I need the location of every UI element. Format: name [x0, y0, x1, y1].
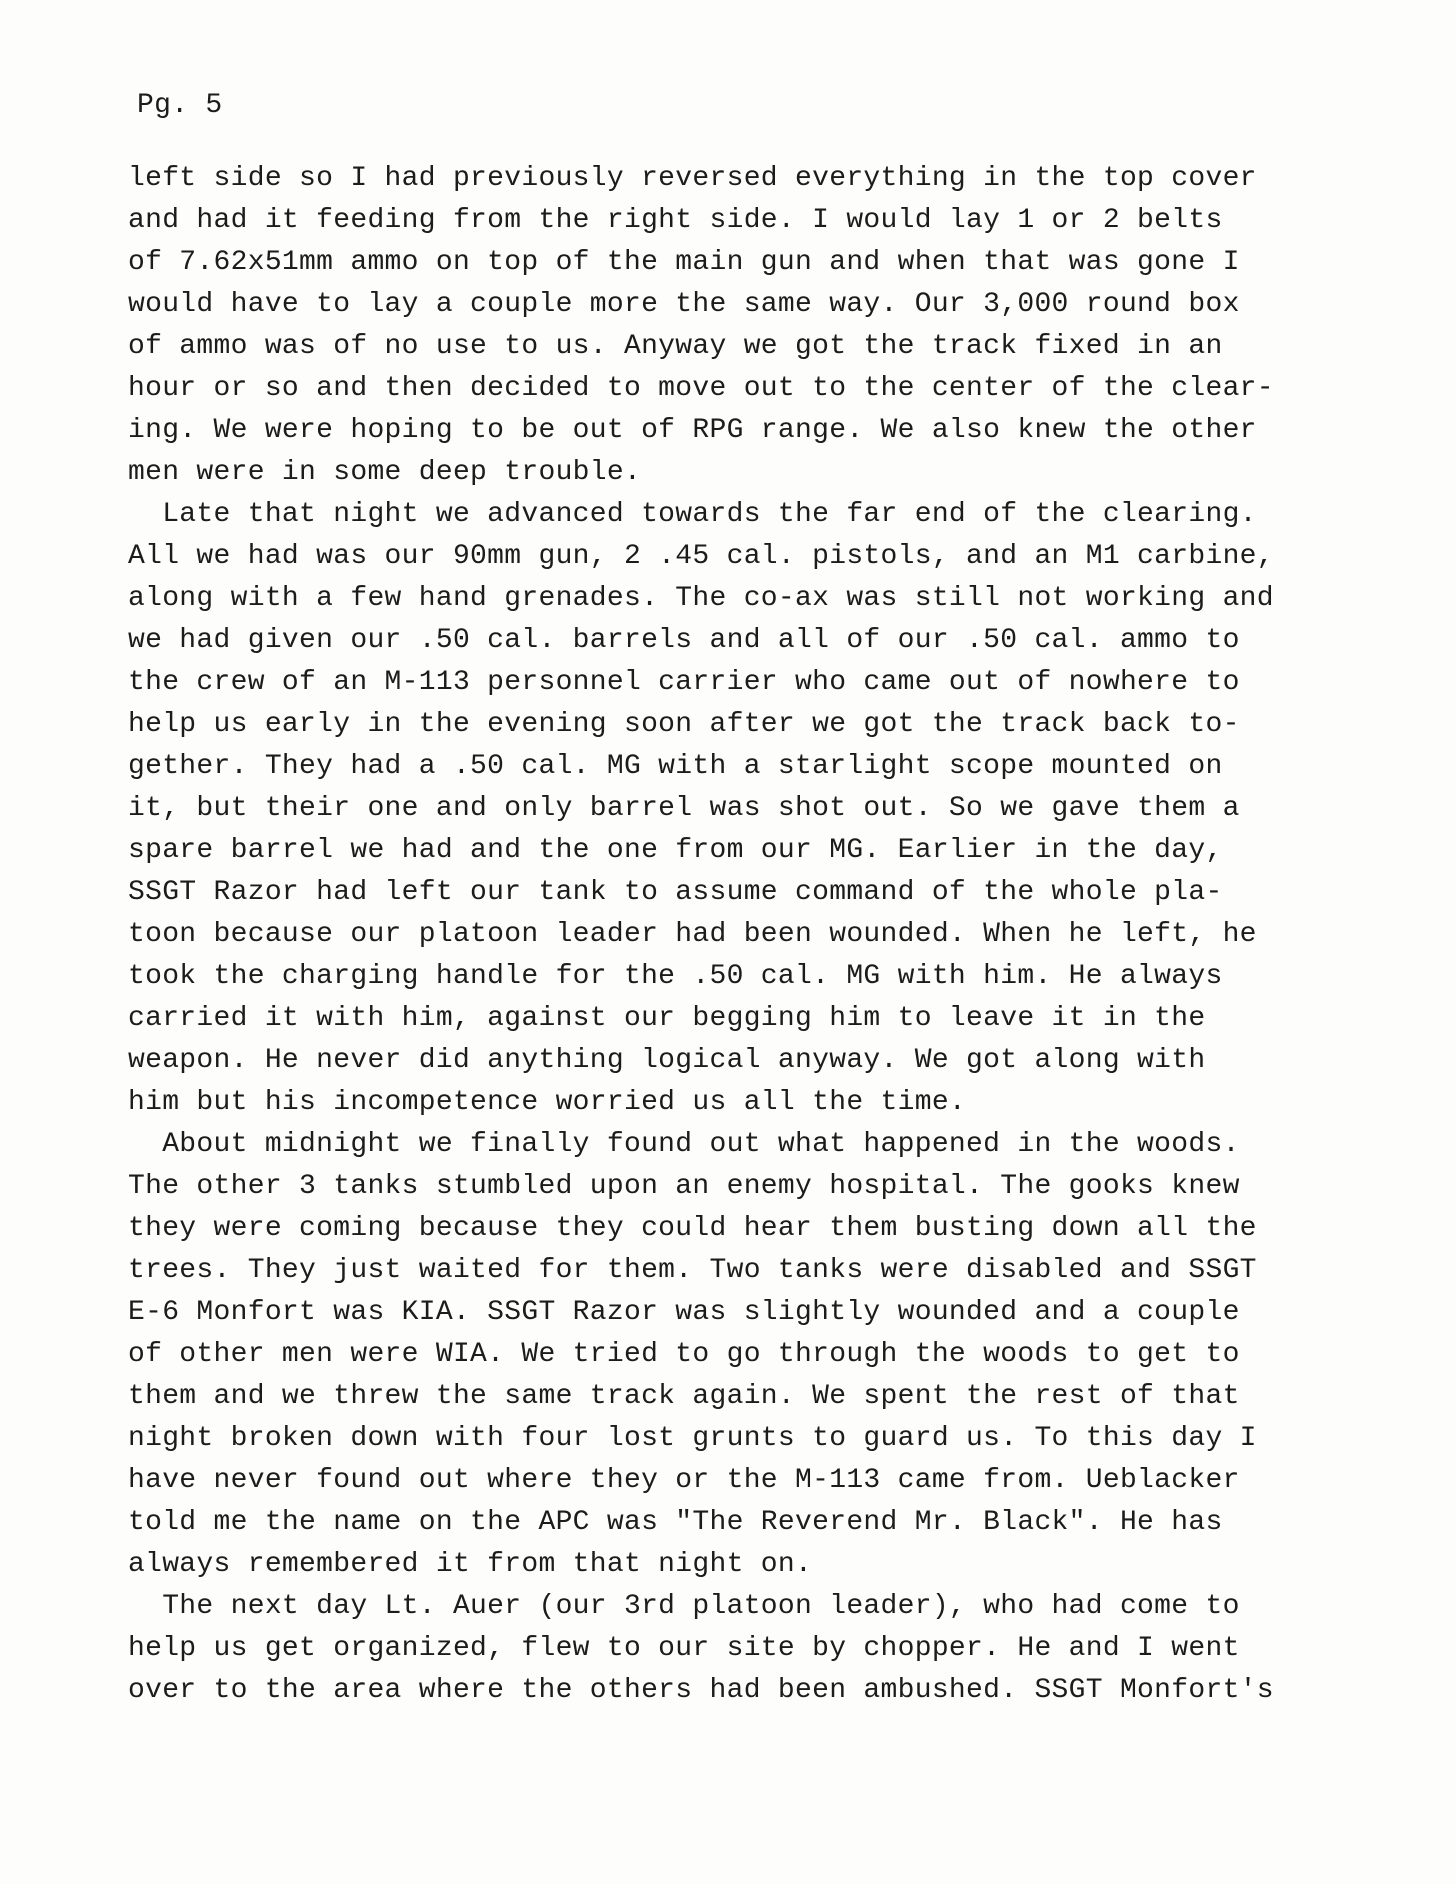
text-line: over to the area where the others had been ambushed. SSGT Monfort's [128, 1675, 1274, 1706]
text-line: night broken down with four lost grunts to guard us. To this day I [128, 1423, 1257, 1454]
text-line: the crew of an M-113 personnel carrier who came out of nowhere to [128, 667, 1240, 698]
text-line: and had it feeding from the right side. I would lay 1 or 2 belts [128, 205, 1223, 236]
text-line: Late that night we advanced towards the far end of the clearing. [128, 499, 1257, 530]
text-line: All we had was our 90mm gun, 2 .45 cal. pistols, and an M1 carbine, [128, 541, 1274, 572]
text-line: left side so I had previously reversed everything in the top cover [128, 163, 1257, 194]
text-line: E-6 Monfort was KIA. SSGT Razor was slightly wounded and a couple [128, 1297, 1240, 1328]
text-line: men were in some deep trouble. [128, 457, 642, 488]
text-line: weapon. He never did anything logical anyway. We got along with [128, 1045, 1206, 1076]
text-line: The other 3 tanks stumbled upon an enemy hospital. The gooks knew [128, 1171, 1240, 1202]
text-line: we had given our .50 cal. barrels and all of our .50 cal. ammo to [128, 625, 1240, 656]
text-line: of 7.62x51mm ammo on top of the main gun and when that was gone I [128, 247, 1240, 278]
text-line: help us early in the evening soon after we got the track back to- [128, 709, 1240, 740]
text-line: have never found out where they or the M-113 came from. Ueblacker [128, 1465, 1240, 1496]
text-line: would have to lay a couple more the same way. Our 3,000 round box [128, 289, 1240, 320]
text-line: took the charging handle for the .50 cal. MG with him. He always [128, 961, 1223, 992]
text-line: it, but their one and only barrel was shot out. So we gave them a [128, 793, 1240, 824]
text-line: SSGT Razor had left our tank to assume command of the whole pla- [128, 877, 1223, 908]
text-line: them and we threw the same track again. We spent the rest of that [128, 1381, 1240, 1412]
page-number: Pg. 5 [137, 90, 223, 121]
text-line: About midnight we finally found out what happened in the woods. [128, 1129, 1240, 1160]
body-text [128, 158, 1328, 1712]
text-line: trees. They just waited for them. Two tanks were disabled and SSGT [128, 1255, 1257, 1286]
text-line: toon because our platoon leader had been wounded. When he left, he [128, 919, 1257, 950]
text-line: him but his incompetence worried us all the time. [128, 1087, 967, 1118]
text-line: always remembered it from that night on. [128, 1549, 813, 1580]
text-line: told me the name on the APC was "The Reverend Mr. Black". He has [128, 1507, 1223, 1538]
text-line: gether. They had a .50 cal. MG with a starlight scope mounted on [128, 751, 1223, 782]
text-line: of other men were WIA. We tried to go through the woods to get to [128, 1339, 1240, 1370]
text-line: help us get organized, flew to our site by chopper. He and I went [128, 1633, 1240, 1664]
text-line: ing. We were hoping to be out of RPG range. We also knew the other [128, 415, 1257, 446]
text-line: spare barrel we had and the one from our MG. Earlier in the day, [128, 835, 1223, 866]
text-line: carried it with him, against our begging him to leave it in the [128, 1003, 1206, 1034]
text-line: they were coming because they could hear them busting down all the [128, 1213, 1257, 1244]
text-line: along with a few hand grenades. The co-ax was still not working and [128, 583, 1274, 614]
text-line: The next day Lt. Auer (our 3rd platoon leader), who had come to [128, 1591, 1240, 1622]
text-line: of ammo was of no use to us. Anyway we got the track fixed in an [128, 331, 1223, 362]
text-line: hour or so and then decided to move out to the center of the clear- [128, 373, 1274, 404]
